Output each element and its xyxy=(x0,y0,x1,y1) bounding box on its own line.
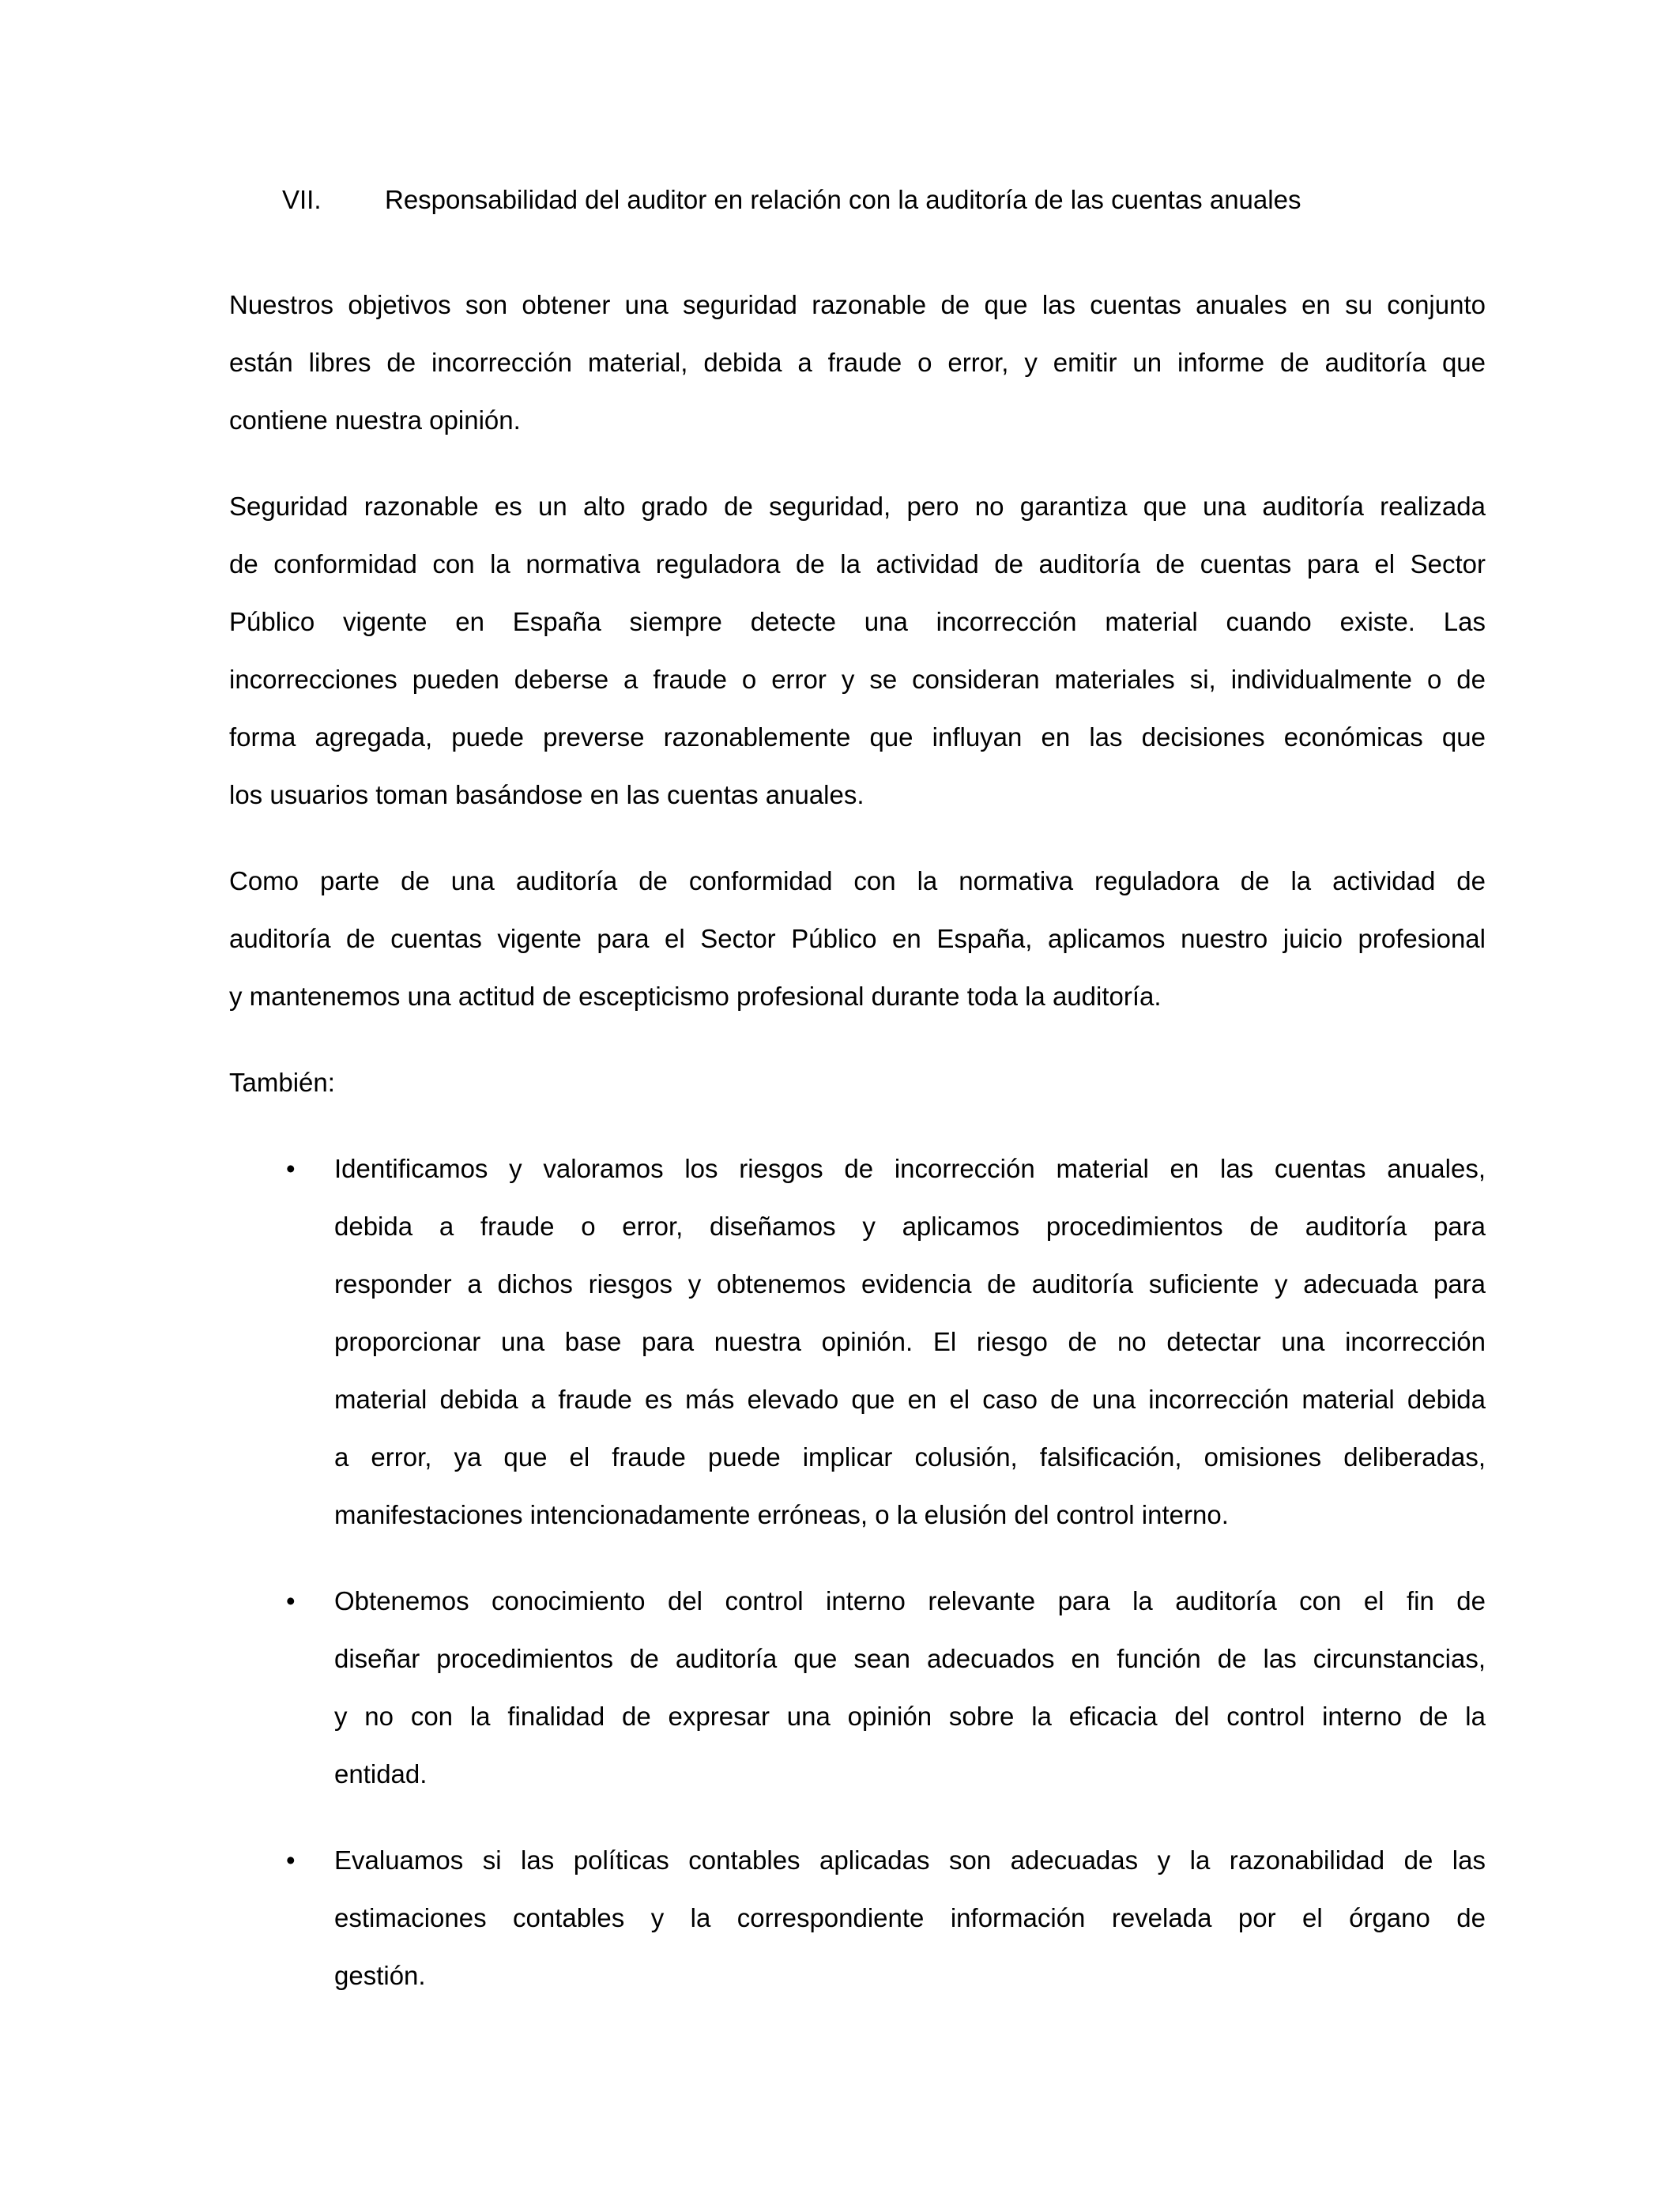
text-line: Como parte de una auditoría de conformidad con la normativa reguladora de la actividad de xyxy=(229,866,1486,895)
text-line: proporcionar una base para nuestra opinión. El riesgo de no detectar una incorrección xyxy=(334,1327,1486,1356)
text-line: manifestaciones intencionadamente erróneas, o la elusión del control interno. xyxy=(334,1500,1229,1529)
text-line: También: xyxy=(229,1068,335,1097)
text-line: los usuarios toman basándose en las cuentas anuales. xyxy=(229,780,864,809)
paragraph xyxy=(229,276,1486,449)
bullet-item xyxy=(229,1572,1486,1803)
text-line: Seguridad razonable es un alto grado de seguridad, pero no garantiza que una auditoría realizada xyxy=(229,492,1486,521)
bullet-icon: • xyxy=(286,1845,296,1875)
text-line: y mantenemos una actitud de escepticismo profesional durante toda la auditoría. xyxy=(229,982,1162,1011)
text-line: estimaciones contables y la correspondiente información revelada por el órgano de xyxy=(334,1903,1486,1932)
text-line: Público vigente en España siempre detecte una incorrección material cuando existe. Las xyxy=(229,607,1486,636)
text-line: contiene nuestra opinión. xyxy=(229,405,521,435)
bullet-item xyxy=(229,1140,1486,1544)
text-line: responder a dichos riesgos y obtenemos evidencia de auditoría suficiente y adecuada para xyxy=(334,1269,1486,1299)
text-line: a error, ya que el fraude puede implicar colusión, falsificación, omisiones deliberadas, xyxy=(334,1442,1486,1472)
text-line: debida a fraude o error, diseñamos y aplicamos procedimientos de auditoría para xyxy=(334,1212,1486,1241)
text-line: diseñar procedimientos de auditoría que sean adecuados en función de las circunstancias, xyxy=(334,1644,1486,1673)
text-line: auditoría de cuentas vigente para el Sector Público en España, aplicamos nuestro juicio profesional xyxy=(229,924,1486,953)
text-line: Identificamos y valoramos los riesgos de incorrección material en las cuentas anuales, xyxy=(334,1154,1486,1183)
text-line: material debida a fraude es más elevado que en el caso de una incorrección material debida xyxy=(334,1385,1486,1414)
bullet-icon: • xyxy=(286,1154,296,1183)
section-heading xyxy=(229,171,1486,228)
section-number: VII. xyxy=(282,185,322,214)
text-line: entidad. xyxy=(334,1759,428,1789)
section-title: Responsabilidad del auditor en relación con la auditoría de las cuentas anuales xyxy=(385,185,1301,214)
text-line: incorrecciones pueden deberse a fraude o error y se consideran materiales si, individualmente o de xyxy=(229,665,1486,694)
text-line: Nuestros objetivos son obtener una seguridad razonable de que las cuentas anuales en su conjunto xyxy=(229,290,1486,319)
text-line: Obtenemos conocimiento del control interno relevante para la auditoría con el fin de xyxy=(334,1586,1486,1615)
text-line: están libres de incorrección material, debida a fraude o error, y emitir un informe de auditoría que xyxy=(229,348,1486,377)
paragraph xyxy=(229,477,1486,824)
text-line: de conformidad con la normativa reguladora de la actividad de auditoría de cuentas para el Sector xyxy=(229,549,1486,579)
document-body xyxy=(229,276,1486,2004)
paragraph xyxy=(229,852,1486,1025)
text-line: Evaluamos si las políticas contables aplicadas son adecuadas y la razonabilidad de las xyxy=(334,1845,1486,1875)
text-line: gestión. xyxy=(334,1961,426,1990)
text-line: forma agregada, puede preverse razonablemente que influyan en las decisiones económicas que xyxy=(229,722,1486,752)
bullet-icon: • xyxy=(286,1586,296,1615)
bullet-item xyxy=(229,1831,1486,2004)
text-line: y no con la finalidad de expresar una opinión sobre la eficacia del control interno de la xyxy=(334,1702,1486,1731)
paragraph xyxy=(229,1054,1486,1111)
